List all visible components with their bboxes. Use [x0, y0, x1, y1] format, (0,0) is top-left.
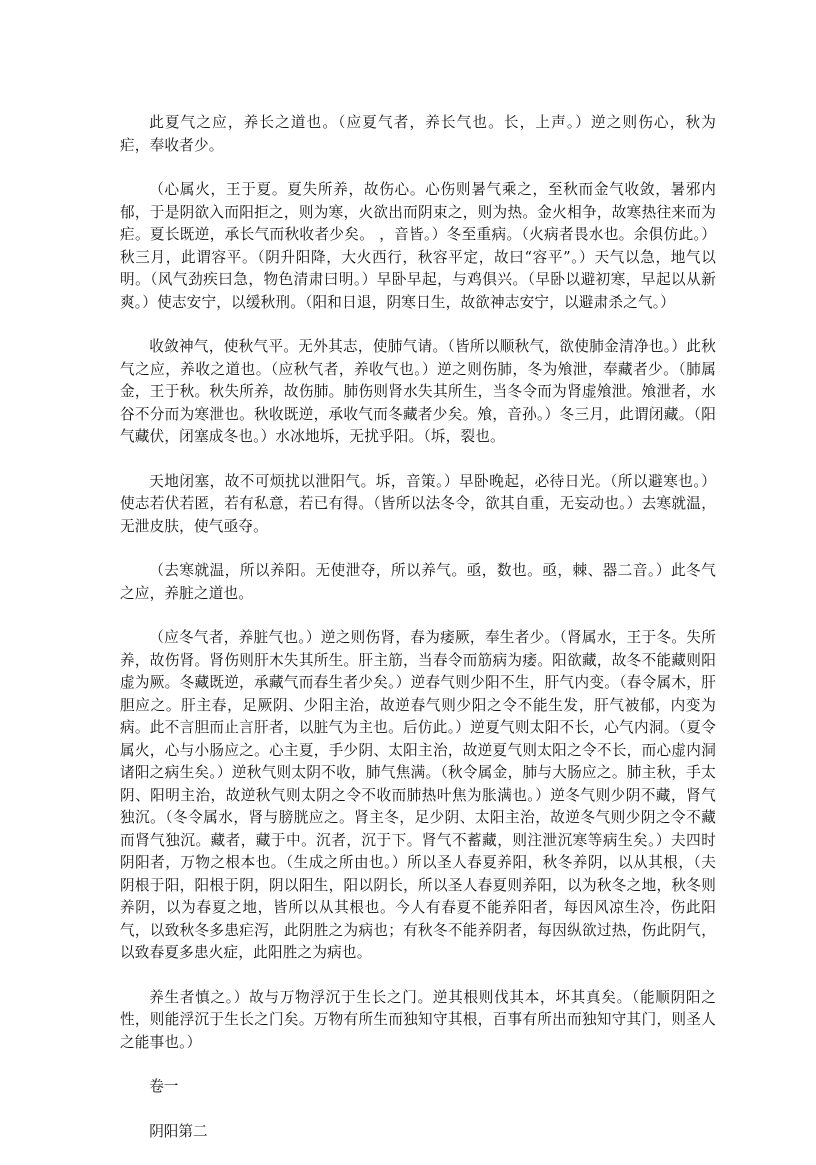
paragraph-winter-closure: 天地闭塞，故不可烦扰以泄阳气。坼，音策。）早卧晚起，必待日光。（所以避寒也。）使志若伏若匿，若有私意，若已有得。（皆所以法冬令，欲其自重，无妄动也。）去寒就温，无泄皮肤，使气亟夺。 — [120, 472, 716, 535]
paragraph-conclusion: 养生者慎之。）故与万物浮沉于生长之门。逆其根则伐其本，坏其真矣。（能顺阴阳之性，则能浮沉于生长之门矣。万物有所生而独知守其根，百事有所出而独知守其门，则圣人之能事也。） — [120, 988, 716, 1051]
paragraph-heart-fire-commentary: （心属火，王于夏。夏失所养，故伤心。心伤则暑气乘之，至秋而金气收敛，暑邪内郁，于是阴欲入而阳拒之，则为寒，火欲出而阴束之，则为热。金火相争，故寒热往来而为 疟。夏长既逆，承长气而秋收者少矣。 ，音皆。）冬至重病。（火病者畏水也。余俱仿此。）秋三月，此谓容平。（阴升阳降，大火西行，秋容平定，故曰“容平”。）天气以急，地气以明。（风气劲疾曰急，物色清肃曰明。）早卧早起，与鸡俱兴。（早卧以避初寒，早起以从新爽。）使志安宁，以缓秋刑。（阳和日退，阴寒日生，故欲神志安宁，以避肃杀之气。） — [120, 181, 716, 311]
document-page — [120, 112, 716, 1165]
volume-heading: 卷一 — [149, 1078, 179, 1095]
paragraph-winter-response: （去寒就温，所以养阳。无使泄夺，所以养气。亟，数也。亟，棘、器二音。）此冬气之应，养脏之道也。 — [120, 562, 716, 602]
paragraph-autumn-qi: 收敛神气，使秋气平。无外其志，使肺气请。（皆所以顺秋气，欲使肺金清净也。）此秋气之应，养收之道也。（应秋气者，养收气也。）逆之则伤肺，冬为飧泄，奉藏者少。（肺属金，王于秋。秋失所养，故伤肺。肺伤则肾水失其所生，当冬令而为肾虚飧泄。飧泄者，水谷不分而为寒泄也。秋收既逆，承收气而冬藏者少矣。飧，音孙。）冬三月，此谓闭藏。（阳气藏伏，闭塞成冬也。）水冰地坼，无扰乎阳。（坼，裂也。 — [120, 338, 716, 445]
paragraph-four-seasons-commentary: （应冬气者，养脏气也。）逆之则伤肾，春为痿厥，奉生者少。（肾属水，王于冬。失所养，故伤肾。肾伤则肝木失其所生。肝主筋，当春令而筋病为痿。阳欲藏，故冬不能藏则阳虚为厥。冬藏既逆，承藏气而春生者少矣。）逆春气则少阳不生，肝气内变。（春令属木，肝胆应之。肝主春，足厥阴、少阳主治，故逆春气则少阳之令不能生发，肝气被郁，内变为病。此不言胆而止言肝者，以脏气为主也。后仿此。）逆夏气则太阳不长，心气内洞。（夏令属火，心与小肠应之。心主夏，手少阴、太阳主治，故逆夏气则太阳之令不长，而心虚内洞诸阳之病生矣。）逆秋气则太阴不收，肺气焦满。（秋令属金，肺与大肠应之。肺主秋，手太阴、阳明主治，故逆秋气则太阴之令不收而肺热叶焦为胀满也。）逆冬气则少阴不藏，肾气独沉。（冬令属水，肾与膀胱应之。肾主冬，足少阴、太阳主治，故逆冬气则少阴之令不藏而肾气独沉。藏者，藏于中。沉者，沉于下。肾气不蓄藏，则注泄沉寒等病生矣。）夫四时阴阳者，万物之根本也。（生成之所由也。）所以圣人春夏养阳，秋冬养阴，以从其根，（夫阴根于阳，阳根于阴，阴以阳生，阳以阴长，所以圣人春夏则养阳，以为秋冬之地，秋冬则养阴，以为春夏之地，皆所以从其根也。今人有春夏不能养阳者，每因风凉生冷，伤此阳气，以致秋冬多患疟泻，此阴胜之为病也；有秋冬不能养阴者，每因纵欲过热，伤此阴气，以致春夏多患火症，此阳胜之为病也。 — [120, 629, 716, 961]
paragraph-summer-response: 此夏气之应，养长之道也。（应夏气者，养长气也。长，上声。）逆之则伤心，秋为 疟，奉收者少。 — [120, 114, 716, 154]
chapter-heading: 阴阳第二 — [149, 1122, 208, 1140]
